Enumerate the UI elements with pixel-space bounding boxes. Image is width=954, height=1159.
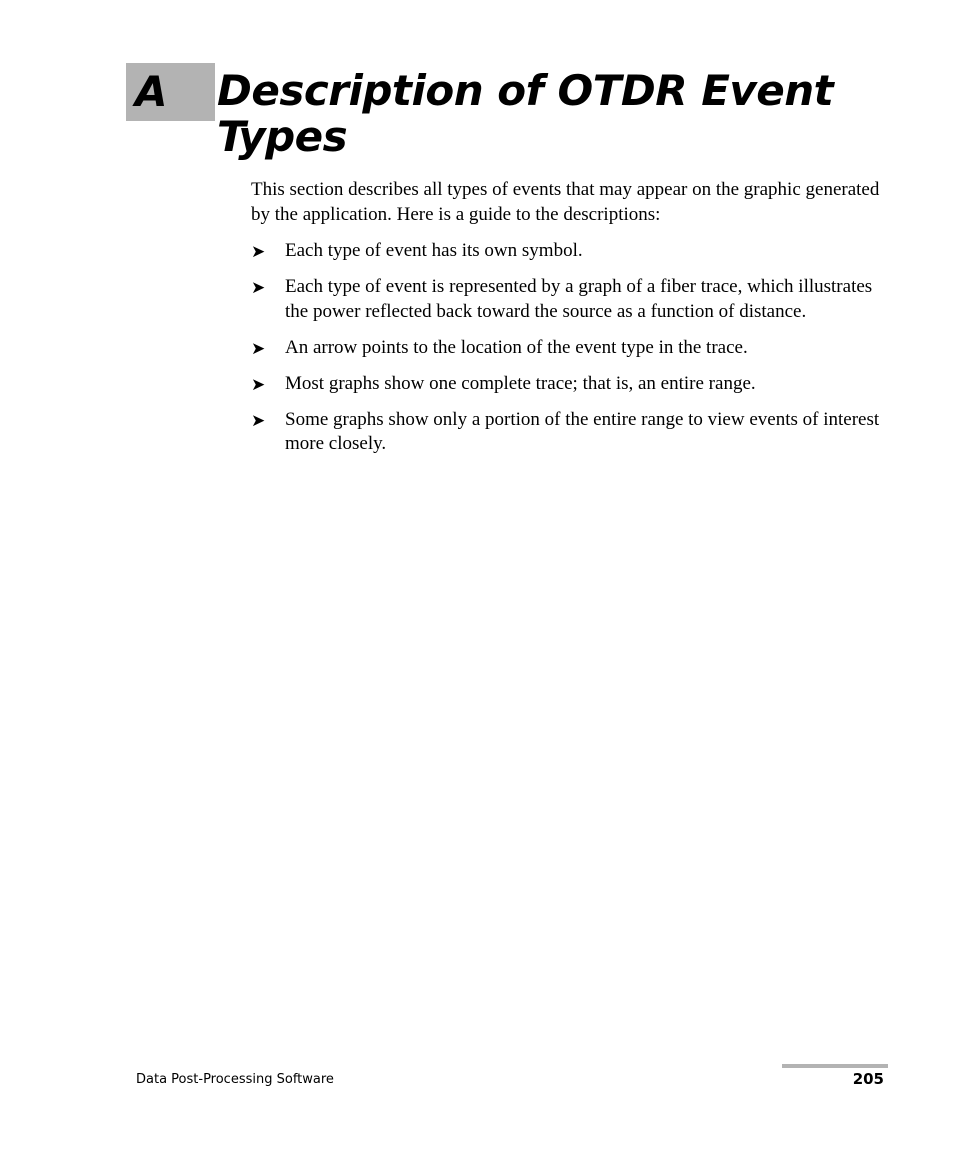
list-item-text: Most graphs show one complete trace; that is, an entire range.	[285, 372, 756, 394]
arrowhead-right-icon: ➤	[251, 338, 266, 359]
list-item-text: Each type of event is represented by a graph of a fiber trace, which illustrates the power reflected back toward the source as a function of distance.	[285, 276, 873, 322]
footer-title: Data Post-Processing Software	[136, 1072, 334, 1087]
list-item-text: Each type of event has its own symbol.	[285, 240, 583, 261]
list-item	[251, 372, 891, 397]
arrowhead-right-icon: ➤	[251, 278, 266, 298]
chapter-title: Description of OTDR Event Types	[217, 66, 834, 161]
list-item	[251, 275, 891, 324]
chapter-letter: A	[135, 67, 168, 116]
bullet-list	[251, 239, 891, 468]
list-item-text: Some graphs show only a portion of the entire range to view events of interest more closely.	[285, 408, 880, 454]
list-item	[251, 336, 891, 361]
list-item-text: An arrow points to the location of the event type in the trace.	[285, 336, 748, 358]
intro-paragraph: This section describes all types of events that may appear on the graphic generated by the application. Here is a guide to the descriptions:	[251, 179, 880, 225]
list-item	[251, 239, 891, 264]
list-item	[251, 408, 891, 457]
arrowhead-right-icon: ➤	[251, 242, 266, 262]
footer-rule	[782, 1064, 888, 1068]
arrowhead-right-icon: ➤	[251, 374, 266, 395]
page-number: 205	[852, 1070, 884, 1088]
arrowhead-right-icon: ➤	[251, 410, 266, 431]
